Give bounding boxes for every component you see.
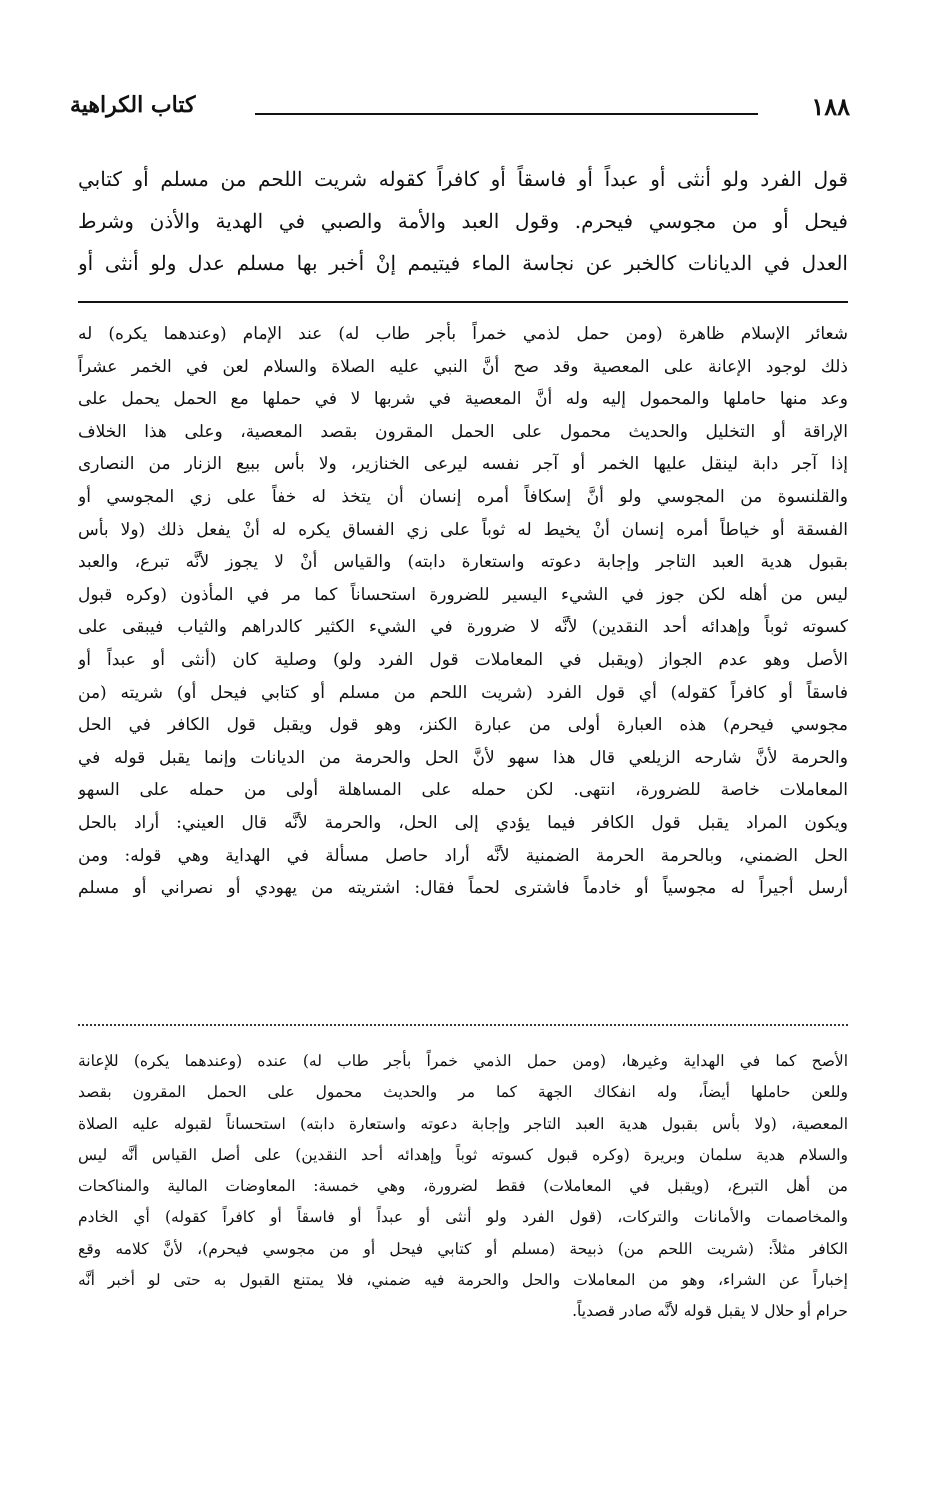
commentary-block — [78, 318, 848, 905]
page-number: ١٨٨ — [811, 92, 850, 121]
commentary-line: مجوسي فيحرم) هذه العبارة أولى من عبارة الكنز، وهو قول ويقبل قول الكافر في الحل — [78, 715, 848, 736]
notes-separator — [78, 1024, 848, 1026]
commentary-line: ويكون المراد يقبل قول الكافر فيما يؤدي إلى الحل، والحرمة لأنَّه قال العيني: أراد بالحل — [78, 812, 848, 833]
commentary-line: المعاملات خاصة للضرورة، انتهى. لكن حمله على المساهلة أولى من حمله على السهو — [78, 780, 848, 801]
notes-line: والسلام هدية سلمان وبريرة (وكره قبول كسوته ثوباً وإهدائه أحد النقدين) على أصل القياس أنَّه ليس — [78, 1145, 848, 1164]
notes-line: المعصية، (ولا بأس بقبول هدية العبد التاجر وإجابة دعوته واستعارة دابته) استحساناً لقبوله عليه الصلاة — [78, 1114, 848, 1133]
notes-line: وللعن حاملها أيضاً، وله انفكاك الجهة كما مر والحديث محمول على الحمل المقرون بقصد — [78, 1083, 848, 1102]
notes-line: والمخاصمات والأمانات والتركات، (قول الفرد ولو أنثى أو عبداً أو فاسقاً أو كافراً كقوله) أي الخادم — [78, 1208, 848, 1227]
notes-line: من أهل التبرع، (ويقبل في المعاملات) فقط لضرورة، وهي خمسة: المعاوضات المالية والمناكحات — [78, 1177, 848, 1196]
commentary-line: الفسقة أو خياطاً أمره إنسان أنْ يخيط له ثوباً على زي الفساق يكره له أنْ يفعل ذلك (ولا بأس — [78, 519, 848, 540]
commentary-line: كسوته ثوباً وإهدائه أحد النقدين) لأنَّه لا ضرورة في الشيء الكثير كالدراهم والثياب فيبقى على — [78, 617, 848, 638]
notes-line: الأصح كما في الهداية وغيرها، (ومن حمل الذمي خمراً بأجر طاب له) عنده (وعندهما يكره) للإعانة — [78, 1052, 848, 1070]
header-rule — [255, 113, 758, 115]
commentary-line: إذا آجر دابة لينقل عليها الخمر أو آجر نفسه ليرعى الخنازير، ولا بأس ببيع الزنار من النصارى — [78, 454, 848, 475]
commentary-line: والقلنسوة من المجوسي ولو أنَّ إسكافاً أمره إنسان أن يتخذ له خفاً على زي المجوسي أو — [78, 486, 848, 507]
commentary-line: ليس من أهله لكن جوز في الشيء اليسير للضرورة استحساناً كما مر في المأذون (وكره قبول — [78, 584, 848, 605]
notes-line: حرام أو حلال لا يقبل قوله لأنَّه صادر قصدياً. — [572, 1302, 848, 1321]
commentary-line: شعائر الإسلام ظاهرة (ومن حمل لذمي خمراً بأجر طاب له) عند الإمام (وعندهما يكره) له — [78, 324, 848, 344]
main-text-line: العدل في الديانات كالخبر عن نجاسة الماء فيتيمم إنْ أخبر بها مسلم عدل ولو أنثى أو — [78, 251, 848, 275]
main-text-line: فيحل أو من مجوسي فيحرم. وقول العبد والأمة والصبي في الهدية والأذن وشرط — [78, 209, 848, 233]
commentary-line: بقبول هدية العبد التاجر وإجابة دعوته واستعارة دابته) والقياس أنْ لا يجوز لأنَّه تبرع، والعبد — [78, 552, 848, 573]
notes-block — [78, 1046, 848, 1328]
commentary-line: الحل الضمني، وبالحرمة الحرمة الضمنية لأنَّه أراد حاصل مسألة في الهداية وهي قوله: ومن — [78, 845, 848, 866]
commentary-line: وعد منها حاملها والمحمول إليه وله أنَّ المعصية في شربها لا في حملها مع الحمل يحمل على — [78, 389, 848, 410]
commentary-line: الإراقة أو التخليل والحديث محمول على الحمل المقرون بقصد المعصية، وعلى هذا الخلاف — [78, 421, 848, 442]
main-text-line: قول الفرد ولو أنثى أو عبداً أو فاسقاً أو كافراً كقوله شريت اللحم من مسلم أو كتابي — [78, 167, 848, 191]
commentary-line: أرسل أجيراً له مجوسياً أو خادماً فاشترى لحماً فقال: اشتريته من يهودي أو نصراني أو مسلم — [78, 878, 848, 899]
commentary-line: ذلك لوجود الإعانة على المعصية وقد صح أنَّ النبي عليه الصلاة والسلام لعن في الخمر عشراً — [78, 356, 848, 377]
main-text-separator — [78, 301, 848, 303]
page-header — [70, 92, 850, 132]
notes-line: إخباراً عن الشراء، وهو من المعاملات والحل والحرمة فيه ضمني، فلا يمتنع القبول به حتى لو أخبر أنَّه — [78, 1271, 848, 1290]
notes-line: الكافر مثلاً: (شريت اللحم من) ذبيحة (مسلم أو كتابي فيحل أو من مجوسي فيحرم)، لأنَّ كلامه وقع — [78, 1239, 848, 1258]
commentary-line: الأصل وهو عدم الجواز (ويقبل في المعاملات قول الفرد ولو) وصلية كان (أنثى أو عبداً أو — [78, 649, 848, 670]
commentary-line: والحرمة لأنَّ شارحه الزيلعي قال هذا سهو لأنَّ الحل والحرمة من الديانات وإنما يقبل قوله في — [78, 747, 848, 768]
running-title: كتاب الكراهية — [70, 92, 196, 118]
commentary-line: فاسقاً أو كافراً كقوله) أي قول الفرد (شريت اللحم من مسلم أو كتابي فيحل أو) شريته (من — [78, 682, 848, 703]
main-text-block — [78, 158, 848, 284]
